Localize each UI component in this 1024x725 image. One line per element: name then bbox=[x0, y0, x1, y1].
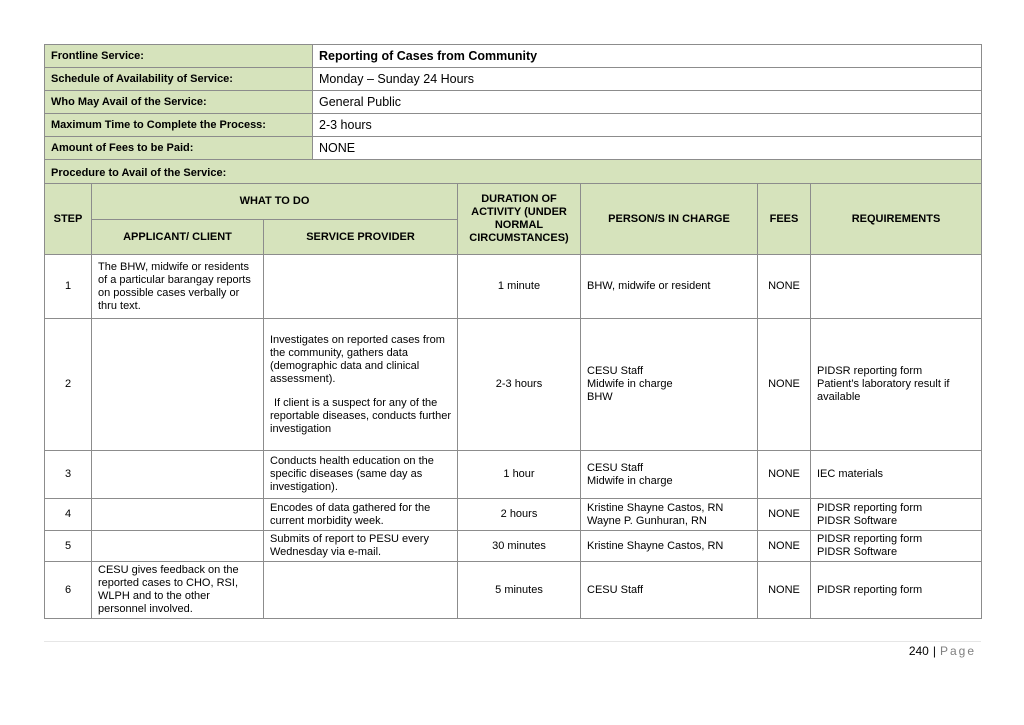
step-cell: 5 bbox=[45, 531, 92, 562]
applicant-cell bbox=[92, 531, 264, 562]
fees-cell: NONE bbox=[758, 319, 811, 451]
persons-cell bbox=[581, 255, 758, 319]
duration-cell: 2 hours bbox=[458, 499, 581, 531]
requirement-line: PIDSR reporting form bbox=[817, 533, 923, 545]
provider-cell: Submits of report to PESU every Wednesday via e-mail. bbox=[264, 531, 458, 562]
header-row bbox=[45, 184, 982, 220]
provider-text: Investigates on reported cases from the community, gathers data (demographic data and clinical assessment). bbox=[270, 333, 445, 385]
footer-rule bbox=[44, 641, 981, 642]
duration-cell: 5 minutes bbox=[458, 562, 581, 619]
person-line: CESU Staff bbox=[587, 365, 644, 377]
requirements-cell bbox=[811, 319, 982, 451]
provider-cell bbox=[264, 319, 458, 451]
info-label: Maximum Time to Complete the Process: bbox=[45, 114, 313, 137]
paragraph-gap bbox=[270, 386, 451, 397]
page-separator: | bbox=[932, 644, 936, 658]
table-row bbox=[45, 531, 982, 562]
step-cell: 2 bbox=[45, 319, 92, 451]
provider-cell: Encodes of data gathered for the current morbidity week. bbox=[264, 499, 458, 531]
requirement-line: PIDSR reporting form bbox=[817, 501, 923, 514]
person-line: Kristine Shayne Castos, RN bbox=[587, 501, 724, 514]
page-label: Page bbox=[939, 644, 976, 658]
persons-cell bbox=[581, 319, 758, 451]
table-row bbox=[45, 499, 982, 531]
info-value: Monday – Sunday 24 Hours bbox=[313, 68, 982, 91]
table-row bbox=[45, 319, 982, 451]
requirement-line: PIDSR Software bbox=[817, 546, 898, 558]
duration-cell: 1 hour bbox=[458, 451, 581, 499]
persons-cell bbox=[581, 499, 758, 531]
step-cell: 3 bbox=[45, 451, 92, 499]
requirement-line: PIDSR Software bbox=[817, 514, 898, 527]
provider-cell bbox=[264, 562, 458, 619]
person-line: Midwife in charge bbox=[587, 474, 673, 487]
procedure-table bbox=[44, 183, 982, 619]
fees-cell: NONE bbox=[758, 499, 811, 531]
step-header: STEP bbox=[45, 184, 92, 255]
provider-cell: Conducts health education on the specific diseases (same day as investigation). bbox=[264, 451, 458, 499]
applicant-cell bbox=[92, 451, 264, 499]
procedure-row bbox=[45, 160, 982, 186]
table-row bbox=[45, 255, 982, 319]
requirements-cell bbox=[811, 451, 982, 499]
person-line: Kristine Shayne Castos, RN bbox=[587, 539, 724, 552]
requirements-cell bbox=[811, 531, 982, 562]
table-row bbox=[45, 562, 982, 619]
info-row bbox=[45, 114, 982, 137]
requirement-line: Patient’s laboratory result if available bbox=[817, 378, 950, 403]
duration-cell: 30 minutes bbox=[458, 531, 581, 562]
persons-header: PERSON/S IN CHARGE bbox=[581, 184, 758, 255]
info-row bbox=[45, 68, 982, 91]
persons-cell bbox=[581, 531, 758, 562]
table-row bbox=[45, 451, 982, 499]
fees-cell: NONE bbox=[758, 562, 811, 619]
page-footer bbox=[909, 644, 976, 658]
info-value: 2-3 hours bbox=[313, 114, 982, 137]
persons-cell bbox=[581, 562, 758, 619]
provider-cell bbox=[264, 255, 458, 319]
fees-cell: NONE bbox=[758, 531, 811, 562]
requirements-cell bbox=[811, 499, 982, 531]
page-number: 240 bbox=[908, 644, 929, 658]
duration-cell: 1 minute bbox=[458, 255, 581, 319]
requirements-cell bbox=[811, 255, 982, 319]
applicant-cell bbox=[92, 319, 264, 451]
requirement-line: PIDSR reporting form bbox=[817, 365, 923, 377]
person-line: CESU Staff bbox=[587, 583, 644, 596]
procedure-label: Procedure to Avail of the Service: bbox=[45, 160, 982, 186]
applicant-cell: The BHW, midwife or residents of a particular barangay reports on possible cases verbally or thru text. bbox=[92, 255, 264, 319]
requirement-line: PIDSR reporting form bbox=[817, 583, 923, 596]
provider-extra-text: If client is a suspect for any of the reportable diseases, conducts further investigation bbox=[270, 396, 451, 435]
info-row bbox=[45, 137, 982, 160]
step-cell: 6 bbox=[45, 562, 92, 619]
persons-cell bbox=[581, 451, 758, 499]
fees-cell: NONE bbox=[758, 451, 811, 499]
duration-cell: 2-3 hours bbox=[458, 319, 581, 451]
person-line: Wayne P. Gunhuran, RN bbox=[587, 514, 707, 527]
info-label: Schedule of Availability of Service: bbox=[45, 68, 313, 91]
person-line: BHW, midwife or resident bbox=[587, 280, 711, 292]
applicant-cell: CESU gives feedback on the reported cases to CHO, RSI, WLPH and to the other personnel involved. bbox=[92, 562, 264, 619]
what-to-do-header: WHAT TO DO bbox=[92, 184, 458, 220]
info-value: Reporting of Cases from Community bbox=[313, 45, 982, 68]
requirements-header: REQUIREMENTS bbox=[811, 184, 982, 255]
step-cell: 4 bbox=[45, 499, 92, 531]
person-line: Midwife in charge bbox=[587, 378, 673, 390]
info-row bbox=[45, 45, 982, 68]
person-line: CESU Staff bbox=[587, 461, 644, 474]
info-row bbox=[45, 91, 982, 114]
info-value: General Public bbox=[313, 91, 982, 114]
info-label: Amount of Fees to be Paid: bbox=[45, 137, 313, 160]
requirements-cell bbox=[811, 562, 982, 619]
applicant-header: APPLICANT/ CLIENT bbox=[92, 220, 264, 255]
info-label: Who May Avail of the Service: bbox=[45, 91, 313, 114]
fees-cell: NONE bbox=[758, 255, 811, 319]
person-line: BHW bbox=[587, 391, 613, 403]
info-label: Frontline Service: bbox=[45, 45, 313, 68]
fees-header: FEES bbox=[758, 184, 811, 255]
provider-header: SERVICE PROVIDER bbox=[264, 220, 458, 255]
duration-header: DURATION OF ACTIVITY (UNDER NORMAL CIRCUMSTANCES) bbox=[458, 184, 581, 255]
info-value: NONE bbox=[313, 137, 982, 160]
service-info-table bbox=[44, 44, 982, 186]
requirement-line: IEC materials bbox=[817, 468, 884, 480]
step-cell: 1 bbox=[45, 255, 92, 319]
applicant-cell bbox=[92, 499, 264, 531]
